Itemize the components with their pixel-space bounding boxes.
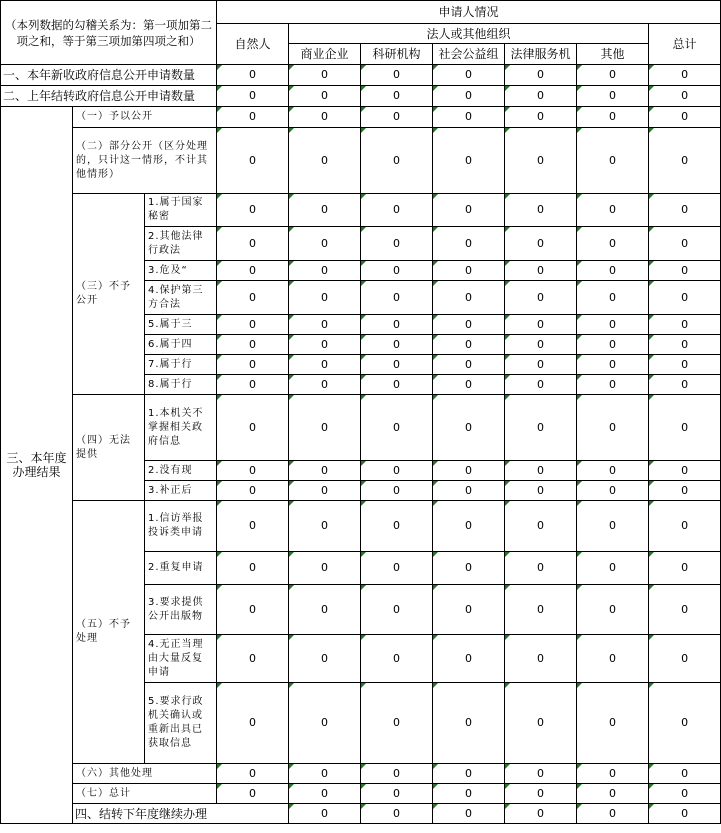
row-label: （六）其他处理	[73, 764, 217, 784]
cell-value: 0	[433, 281, 505, 315]
sub-row-label: 1.属于国家秘密	[145, 194, 217, 227]
cell-value: 0	[505, 395, 577, 461]
cell-value: 0	[577, 128, 649, 194]
cell-value: 0	[217, 128, 289, 194]
cell-value: 0	[433, 784, 505, 804]
cell-value: 0	[217, 552, 289, 585]
cell-value: 0	[505, 552, 577, 585]
cell-value: 0	[361, 227, 433, 261]
cell-value: 0	[505, 335, 577, 355]
cell-value: 0	[649, 461, 721, 481]
cell-value: 0	[505, 315, 577, 335]
sub-row-label: 6.属于四	[145, 335, 217, 355]
header-sub-col: 商业企业	[289, 44, 361, 65]
cell-value: 0	[433, 227, 505, 261]
cell-value: 0	[577, 281, 649, 315]
cell-value: 0	[577, 355, 649, 375]
category-handling-results: 三、本年度办理结果	[1, 107, 73, 824]
cell-value: 0	[577, 481, 649, 501]
cell-value: 0	[433, 107, 505, 128]
cell-value: 0	[289, 461, 361, 481]
cell-value: 0	[217, 355, 289, 375]
cell-value: 0	[217, 395, 289, 461]
sub-row-label: 3.危及“	[145, 261, 217, 281]
cell-value: 0	[361, 281, 433, 315]
cell-value: 0	[649, 355, 721, 375]
cell-value: 0	[505, 683, 577, 764]
cell-value: 0	[217, 461, 289, 481]
cell-value: 0	[505, 194, 577, 227]
cell-value: 0	[577, 107, 649, 128]
cell-value: 0	[649, 501, 721, 552]
cell-value: 0	[361, 552, 433, 585]
cell-value: 0	[361, 764, 433, 784]
cell-value: 0	[289, 65, 361, 86]
cell-value: 0	[505, 804, 577, 824]
cell-value: 0	[505, 481, 577, 501]
cell-value: 0	[289, 86, 361, 107]
cell-value: 0	[289, 784, 361, 804]
sub-row-label: 3.要求提供公开出版物	[145, 585, 217, 635]
cell-value: 0	[649, 683, 721, 764]
cell-value: 0	[217, 65, 289, 86]
sub-row-label: 8.属于行	[145, 375, 217, 395]
cell-value: 0	[649, 281, 721, 315]
cell-value: 0	[217, 481, 289, 501]
cell-value: 0	[433, 395, 505, 461]
cell-value: 0	[289, 635, 361, 683]
cell-value: 0	[505, 227, 577, 261]
cell-value: 0	[649, 107, 721, 128]
cell-value: 0	[649, 315, 721, 335]
cell-value: 0	[649, 552, 721, 585]
cell-value: 0	[505, 764, 577, 784]
sub-row-label: 4.无正当理由大量反复申请	[145, 635, 217, 683]
cell-value: 0	[649, 481, 721, 501]
cell-value: 0	[217, 375, 289, 395]
cell-value: 0	[361, 261, 433, 281]
sub-row-label: 1.本机关不掌握相关政府信息	[145, 395, 217, 461]
cell-value: 0	[289, 261, 361, 281]
cell-value: 0	[361, 315, 433, 335]
cell-value: 0	[649, 194, 721, 227]
cell-value: 0	[217, 281, 289, 315]
cell-value: 0	[217, 315, 289, 335]
cell-value: 0	[649, 261, 721, 281]
cell-value: 0	[289, 375, 361, 395]
cell-value: 0	[505, 461, 577, 481]
cell-value: 0	[217, 227, 289, 261]
cell-value: 0	[361, 375, 433, 395]
sub-row-label: 4.保护第三方合法	[145, 281, 217, 315]
header-note: （本列数据的勾稽关系为：第一项加第二项之和，等于第三项加第四项之和）	[1, 1, 217, 65]
sub-row-label: 2.其他法律行政法	[145, 227, 217, 261]
header-natural-person: 自然人	[217, 24, 289, 65]
cell-value: 0	[577, 375, 649, 395]
cell-value: 0	[433, 65, 505, 86]
cell-value: 0	[433, 804, 505, 824]
cell-value: 0	[505, 635, 577, 683]
cell-value: 0	[289, 107, 361, 128]
cell-value: 0	[577, 335, 649, 355]
cell-value: 0	[505, 501, 577, 552]
row-label: 一、本年新收政府信息公开申请数量	[1, 65, 217, 86]
sub-row-label: 3.补正后	[145, 481, 217, 501]
cell-value: 0	[577, 804, 649, 824]
cell-value: 0	[361, 395, 433, 461]
sub-row-label: 1.信访举报投诉类申请	[145, 501, 217, 552]
cell-value: 0	[433, 128, 505, 194]
cell-value: 0	[433, 683, 505, 764]
cell-value: 0	[577, 227, 649, 261]
cell-value: 0	[433, 764, 505, 784]
cell-value: 0	[505, 261, 577, 281]
cell-value: 0	[577, 764, 649, 784]
cell-value: 0	[433, 552, 505, 585]
row-label: （七）总计	[73, 784, 217, 804]
cell-value: 0	[217, 107, 289, 128]
cell-value: 0	[649, 635, 721, 683]
cell-value: 0	[433, 261, 505, 281]
cell-value: 0	[649, 375, 721, 395]
group-label: （四）无法提供	[73, 395, 145, 501]
cell-value: 0	[217, 86, 289, 107]
sub-row-label: 5.属于三	[145, 315, 217, 335]
cell-value: 0	[649, 335, 721, 355]
cell-value: 0	[505, 128, 577, 194]
cell-value: 0	[217, 784, 289, 804]
cell-value: 0	[577, 501, 649, 552]
cell-value: 0	[577, 552, 649, 585]
cell-value: 0	[577, 65, 649, 86]
cell-value: 0	[361, 804, 433, 824]
cell-value: 0	[217, 501, 289, 552]
cell-value: 0	[361, 501, 433, 552]
cell-value: 0	[577, 86, 649, 107]
cell-value: 0	[577, 635, 649, 683]
cell-value: 0	[289, 227, 361, 261]
cell-value: 0	[433, 375, 505, 395]
cell-value: 0	[217, 261, 289, 281]
cell-value: 0	[577, 194, 649, 227]
sub-row-label: 5.要求行政机关确认或重新出具已获取信息	[145, 683, 217, 764]
row-label: （二）部分公开（区分处理的，只计这一情形，不计其他情形）	[73, 128, 217, 194]
cell-value: 0	[649, 65, 721, 86]
cell-value: 0	[361, 194, 433, 227]
cell-value: 0	[361, 481, 433, 501]
cell-value: 0	[289, 764, 361, 784]
header-sub-col: 科研机构	[361, 44, 433, 65]
cell-value: 0	[649, 585, 721, 635]
cell-value: 0	[433, 481, 505, 501]
cell-value: 0	[505, 86, 577, 107]
cell-value: 0	[433, 585, 505, 635]
cell-value: 0	[505, 107, 577, 128]
cell-value: 0	[217, 585, 289, 635]
cell-value: 0	[217, 764, 289, 784]
cell-value: 0	[505, 65, 577, 86]
group-label: （三）不予公开	[73, 194, 145, 395]
cell-value: 0	[361, 784, 433, 804]
cell-value: 0	[433, 86, 505, 107]
cell-value: 0	[433, 194, 505, 227]
sub-row-label: 7.属于行	[145, 355, 217, 375]
cell-value: 0	[649, 86, 721, 107]
cell-value: 0	[577, 461, 649, 481]
cell-value: 0	[289, 552, 361, 585]
cell-value: 0	[289, 194, 361, 227]
cell-value: 0	[505, 375, 577, 395]
row-label: 四、结转下年度继续办理	[73, 804, 289, 824]
cell-value: 0	[217, 335, 289, 355]
cell-value: 0	[433, 315, 505, 335]
cell-value: 0	[289, 585, 361, 635]
cell-value: 0	[433, 355, 505, 375]
cell-value: 0	[361, 355, 433, 375]
cell-value: 0	[217, 683, 289, 764]
cell-value: 0	[361, 335, 433, 355]
cell-value: 0	[361, 635, 433, 683]
cell-value: 0	[289, 281, 361, 315]
cell-value: 0	[649, 804, 721, 824]
cell-value: 0	[649, 395, 721, 461]
cell-value: 0	[361, 107, 433, 128]
cell-value: 0	[217, 635, 289, 683]
cell-value: 0	[505, 355, 577, 375]
cell-value: 0	[577, 261, 649, 281]
cell-value: 0	[649, 764, 721, 784]
cell-value: 0	[361, 65, 433, 86]
cell-value: 0	[289, 315, 361, 335]
cell-value: 0	[649, 128, 721, 194]
row-label: 二、上年结转政府信息公开申请数量	[1, 86, 217, 107]
cell-value: 0	[433, 501, 505, 552]
cell-value: 0	[289, 683, 361, 764]
header-sub-col: 社会公益组	[433, 44, 505, 65]
cell-value: 0	[361, 86, 433, 107]
cell-value: 0	[289, 501, 361, 552]
cell-value: 0	[649, 784, 721, 804]
row-label: （一）予以公开	[73, 107, 217, 128]
cell-value: 0	[505, 585, 577, 635]
cell-value: 0	[361, 128, 433, 194]
header-legal-org: 法人或其他组织	[289, 24, 649, 44]
header-sub-col: 其他	[577, 44, 649, 65]
cell-value: 0	[289, 481, 361, 501]
cell-value: 0	[433, 461, 505, 481]
cell-value: 0	[433, 335, 505, 355]
cell-value: 0	[361, 683, 433, 764]
cell-value: 0	[577, 683, 649, 764]
cell-value: 0	[361, 585, 433, 635]
cell-value: 0	[217, 194, 289, 227]
cell-value: 0	[505, 281, 577, 315]
cell-value: 0	[577, 784, 649, 804]
header-applicant: 申请人情况	[217, 1, 721, 24]
cell-value: 0	[505, 784, 577, 804]
sub-row-label: 2.没有现	[145, 461, 217, 481]
cell-value: 0	[433, 635, 505, 683]
cell-value: 0	[289, 335, 361, 355]
cell-value: 0	[289, 355, 361, 375]
cell-value: 0	[289, 804, 361, 824]
cell-value: 0	[649, 227, 721, 261]
sub-row-label: 2.重复申请	[145, 552, 217, 585]
header-sub-col: 法律服务机	[505, 44, 577, 65]
cell-value: 0	[577, 315, 649, 335]
cell-value: 0	[577, 395, 649, 461]
cell-value: 0	[289, 395, 361, 461]
cell-value: 0	[361, 461, 433, 481]
group-label: （五）不予处理	[73, 501, 145, 764]
cell-value: 0	[289, 128, 361, 194]
cell-value: 0	[577, 585, 649, 635]
header-total: 总计	[649, 24, 721, 65]
